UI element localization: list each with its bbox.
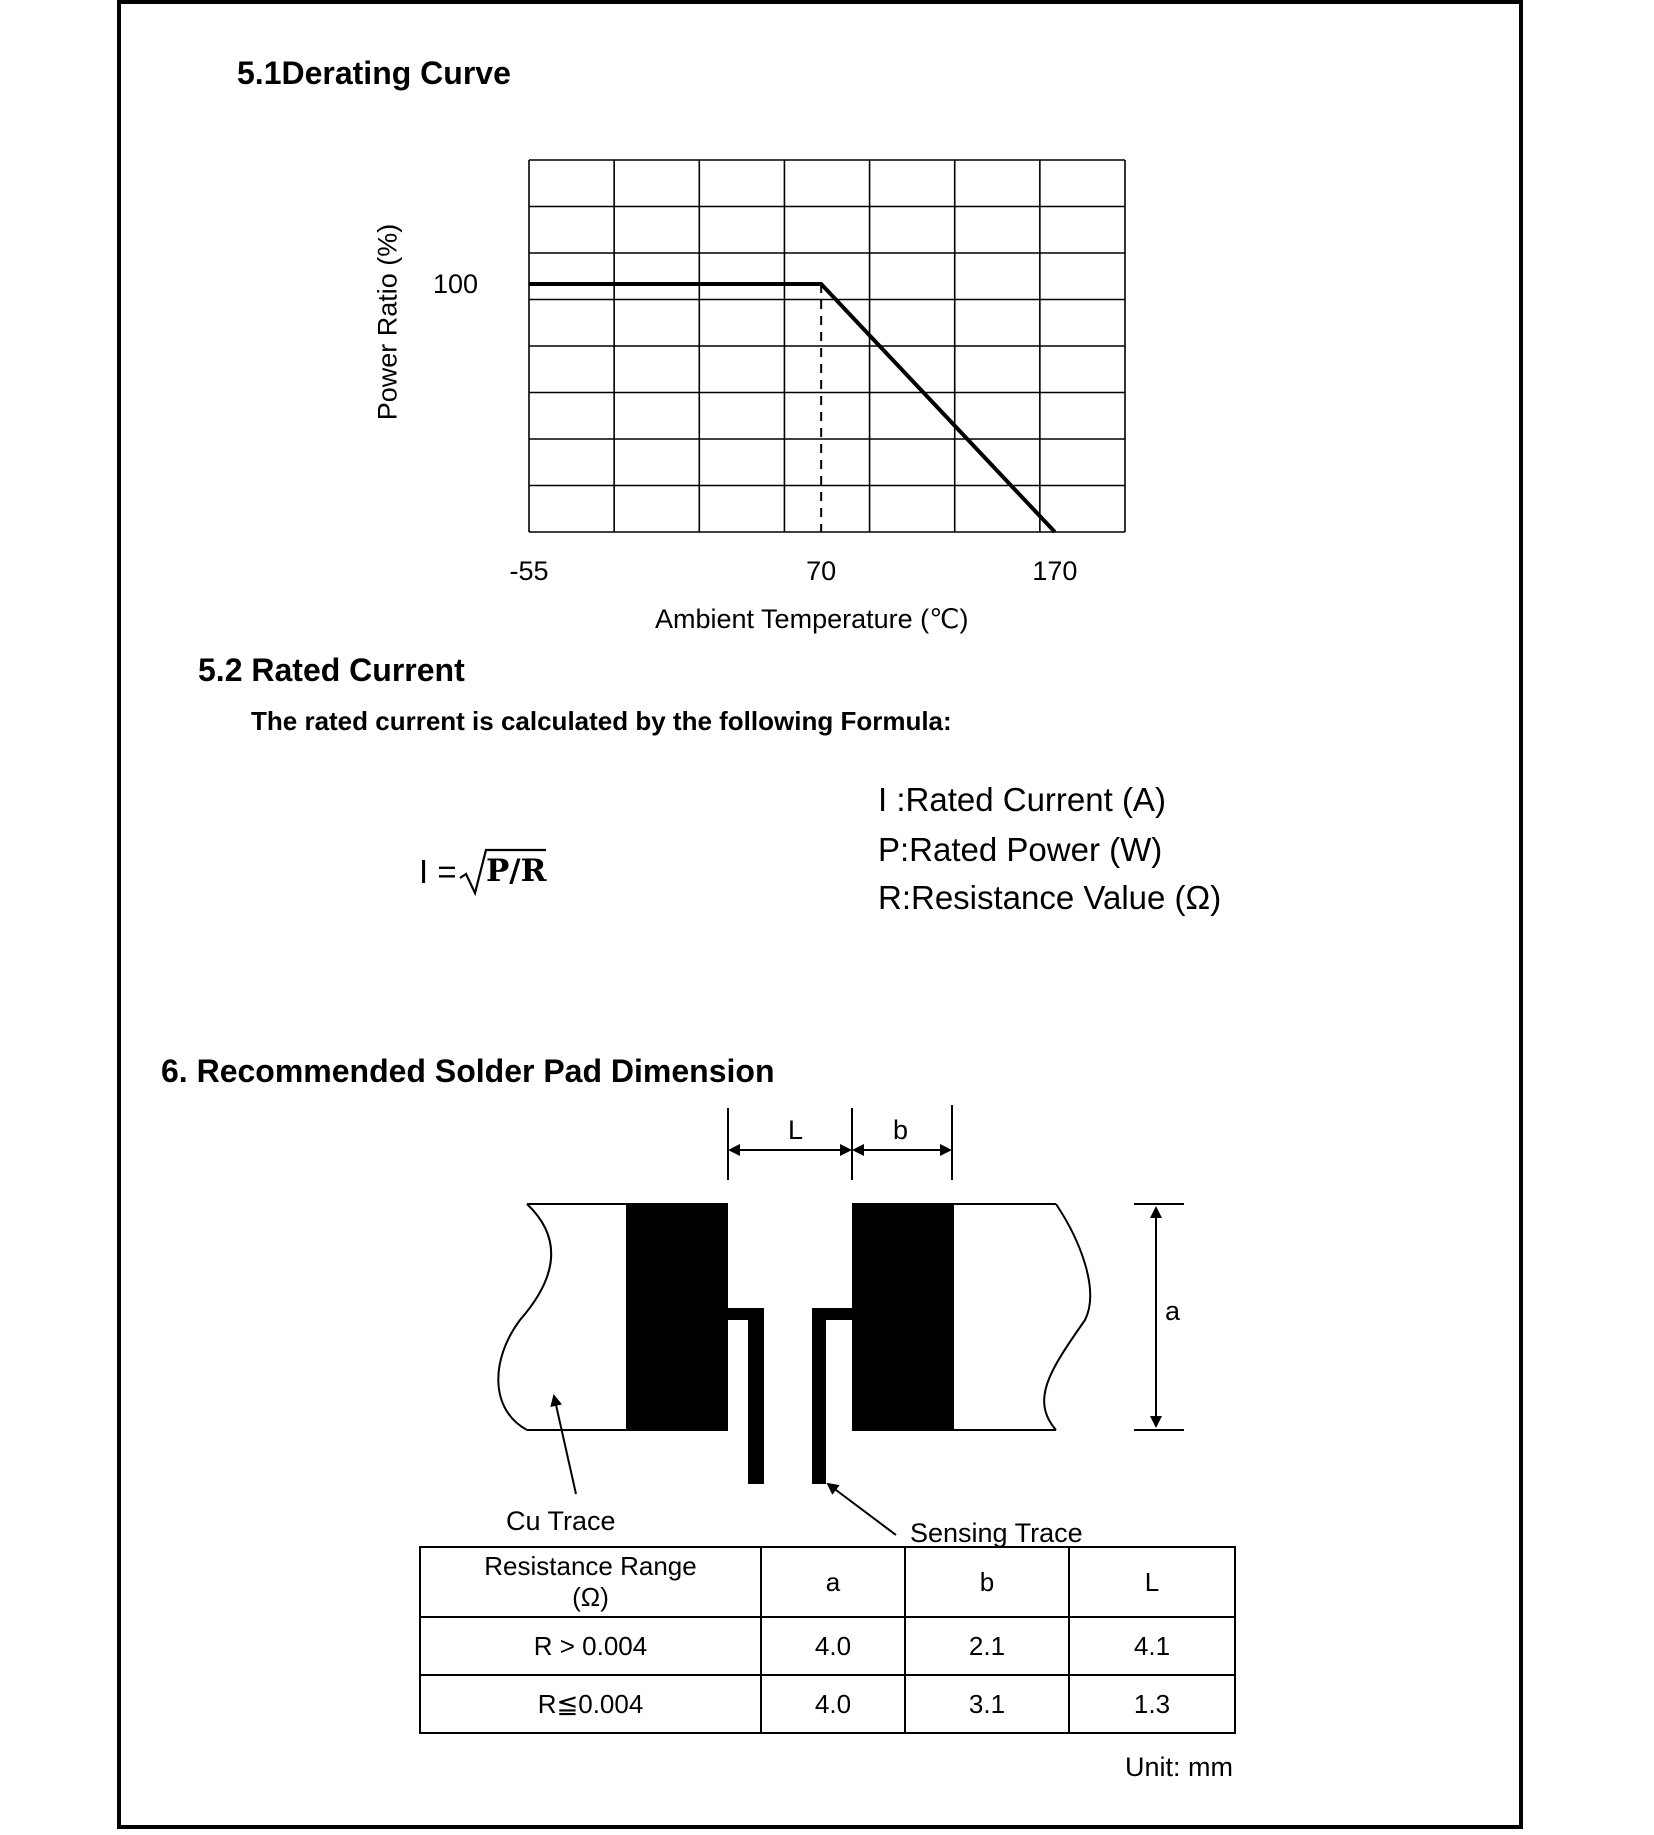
formula-radicand: P/R bbox=[486, 853, 547, 889]
x-tick-label: -55 bbox=[509, 556, 549, 586]
dimension-label-a: a bbox=[1165, 1296, 1181, 1326]
legend-rated-power: P:Rated Power (W) bbox=[878, 831, 1163, 868]
x-axis-label: Ambient Temperature (℃) bbox=[655, 604, 969, 634]
formula-lhs: I = bbox=[419, 853, 457, 890]
legend-resistance-value: R:Resistance Value (Ω) bbox=[878, 879, 1222, 916]
solder-pad-title: 6. Recommended Solder Pad Dimension bbox=[161, 1053, 775, 1089]
y-axis-label: Power Ratio (%) bbox=[372, 223, 403, 421]
x-tick-label: 70 bbox=[806, 556, 837, 586]
solder-pad-table bbox=[419, 1546, 1236, 1734]
table-cell: 4.0 bbox=[761, 1617, 905, 1675]
header-a: a bbox=[761, 1547, 905, 1617]
y-tick-label: 100 bbox=[433, 268, 479, 299]
dimension-label-L: L bbox=[788, 1115, 804, 1145]
legend-rated-current: I :Rated Current (A) bbox=[878, 781, 1166, 818]
header-L: L bbox=[1069, 1547, 1235, 1617]
table-row bbox=[420, 1675, 1235, 1733]
derating-chart bbox=[0, 0, 1654, 700]
table-cell: R > 0.004 bbox=[420, 1617, 761, 1675]
header-resistance-range bbox=[420, 1547, 761, 1617]
derating-curve-title: 5.1Derating Curve bbox=[237, 55, 511, 91]
table-header-row bbox=[420, 1547, 1235, 1617]
header-resistance-unit: (Ω) bbox=[572, 1582, 609, 1612]
table-cell: 4.0 bbox=[761, 1675, 905, 1733]
header-b: b bbox=[905, 1547, 1069, 1617]
table-cell: 3.1 bbox=[905, 1675, 1069, 1733]
derating-series-line bbox=[529, 284, 1055, 532]
cu-trace-label: Cu Trace bbox=[506, 1506, 616, 1536]
rated-current-title: 5.2 Rated Current bbox=[198, 652, 465, 688]
unit-label: Unit: mm bbox=[1125, 1752, 1233, 1782]
table-cell: 4.1 bbox=[1069, 1617, 1235, 1675]
table-cell: R≦0.004 bbox=[420, 1675, 761, 1733]
header-resistance-range-label: Resistance Range bbox=[484, 1550, 697, 1581]
table-cell: 1.3 bbox=[1069, 1675, 1235, 1733]
x-tick-label: 170 bbox=[1032, 556, 1078, 586]
rated-current-description: The rated current is calculated by the following Formula: bbox=[251, 706, 952, 736]
table-row bbox=[420, 1617, 1235, 1675]
table-cell: 2.1 bbox=[905, 1617, 1069, 1675]
sensing-trace-label: Sensing Trace bbox=[910, 1518, 1083, 1548]
dimension-label-b: b bbox=[893, 1115, 909, 1145]
